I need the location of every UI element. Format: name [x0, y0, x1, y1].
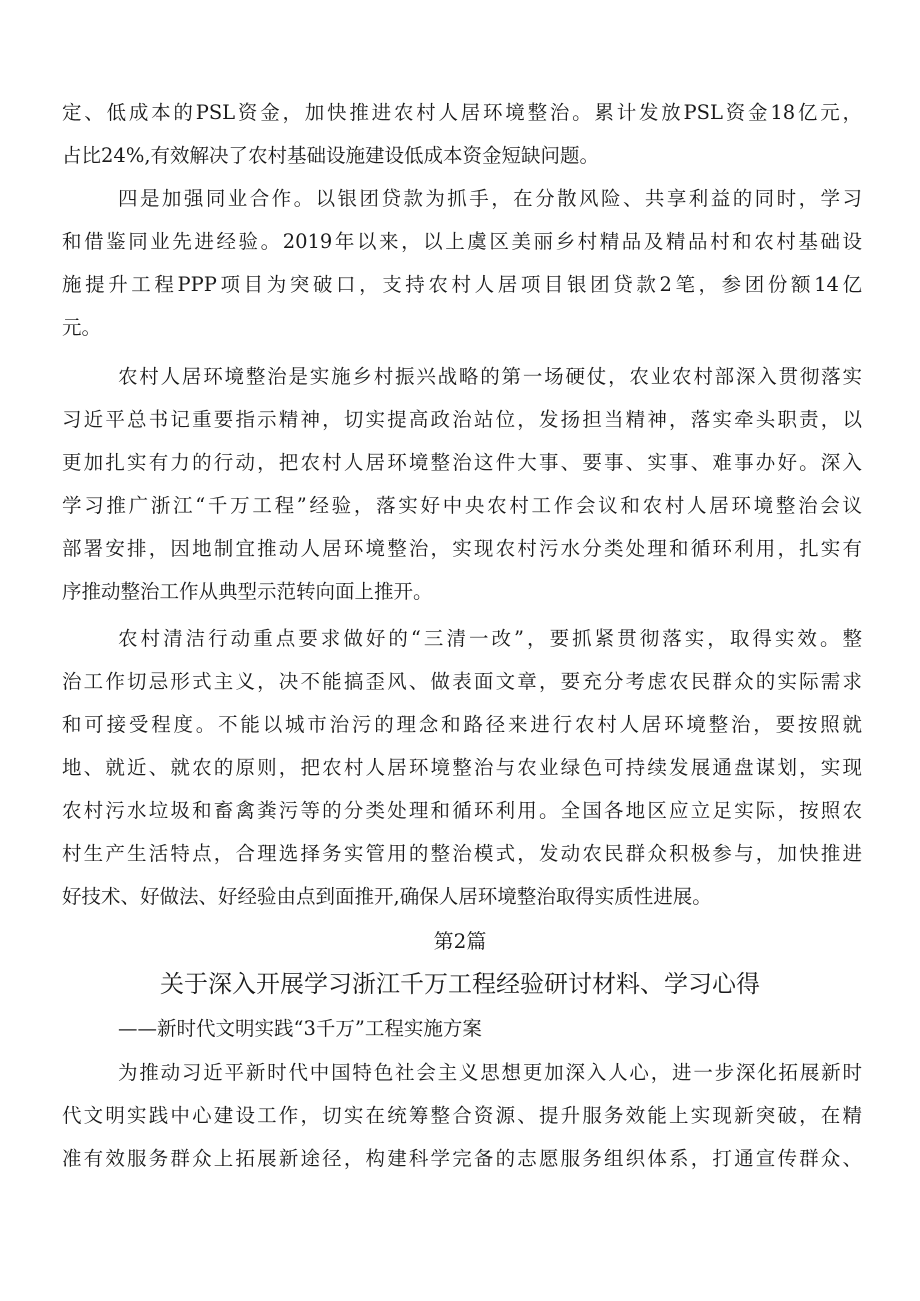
text-line: 元。 [62, 316, 102, 339]
text-line: 准有效服务群众上拓展新途径，构建科学完备的志愿服务组织体系，打通宣传群众、 [62, 1147, 862, 1170]
text-line: 更加扎实有力的行动，把农村人居环境整治这件大事、要事、实事、难事办好。深入 [62, 451, 862, 474]
text-line: 占比24%,有效解决了农村基础设施建设低成本资金短缺问题。 [62, 144, 600, 167]
text-line: 施提升工程PPP项目为突破口，支持农村人居项目银团贷款2笔，参团份额14亿 [62, 273, 862, 296]
text-line: 村生产生活特点，合理选择务实管用的整治模式，发动农民群众积极参与，加快推进 [62, 842, 862, 865]
text-line: 农村清洁行动重点要求做好的“三清一改”，要抓紧贯彻落实，取得实效。整 [118, 627, 862, 650]
text-line: 定、低成本的PSL资金，加快推进农村人居环境整治。累计发放PSL资金18亿元， [62, 101, 862, 124]
text-line: 序推动整治工作从典型示范转向面上推开。 [62, 580, 433, 603]
text-line: 代文明实践中心建设工作，切实在统筹整合资源、提升服务效能上实现新突破，在精 [62, 1104, 862, 1127]
text-line: 好技术、好做法、好经验由点到面推开,确保人居环境整治取得实质性进展。 [62, 885, 712, 908]
text-line: 习近平总书记重要指示精神，切实提高政治站位，发扬担当精神，落实牵头职责，以 [62, 408, 862, 431]
text-line: 为推动习近平新时代中国特色社会主义思想更加深入人心，进一步深化拓展新时 [118, 1061, 862, 1084]
text-line: 和可接受程度。不能以城市治污的理念和路径来进行农村人居环境整治，要按照就 [62, 713, 862, 736]
text-line: 和借鉴同业先进经验。2019年以来，以上虞区美丽乡村精品及精品村和农村基础设 [62, 230, 862, 253]
section-subtitle: ——新时代文明实践“3千万”工程实施方案 [118, 1017, 482, 1040]
text-line: 部署安排，因地制宜推动人居环境整治，实现农村污水分类处理和循环利用，扎实有 [62, 537, 862, 560]
text-line: 治工作切忌形式主义，决不能搞歪风、做表面文章，要充分考虑农民群众的实际需求 [62, 670, 862, 693]
text-line: 地、就近、就农的原则，把农村人居环境整治与农业绿色可持续发展通盘谋划，实现 [62, 756, 862, 779]
text-line: 农村人居环境整治是实施乡村振兴战略的第一场硬仗，农业农村部深入贯彻落实 [118, 365, 862, 388]
text-line: 四是加强同业合作。以银团贷款为抓手，在分散风险、共享利益的同时，学习 [118, 187, 862, 210]
section-number: 第2篇 [433, 929, 487, 953]
text-line: 农村污水垃圾和畜禽粪污等的分类处理和循环利用。全国各地区应立足实际，按照农 [62, 799, 862, 822]
text-line: 学习推广浙江“千万工程”经验，落实好中央农村工作会议和农村人居环境整治会议 [62, 494, 862, 517]
section-title: 关于深入开展学习浙江千万工程经验研讨材料、学习心得 [160, 970, 760, 998]
